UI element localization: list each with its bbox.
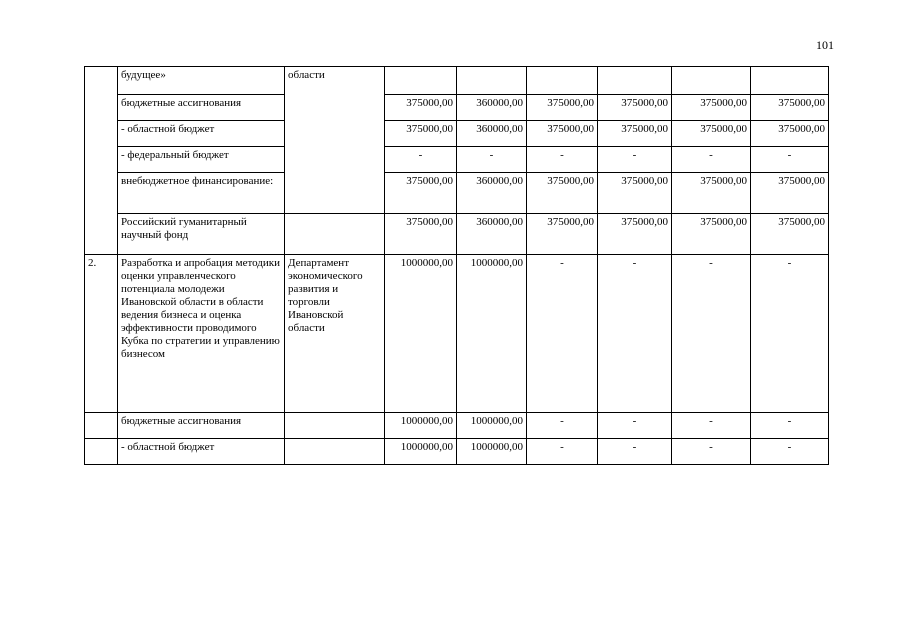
responsible-cell: области bbox=[285, 67, 385, 214]
value-cell: - bbox=[672, 439, 751, 465]
responsible-cell bbox=[285, 214, 385, 255]
value-cell: - bbox=[751, 147, 829, 173]
value-cell: 375000,00 bbox=[751, 214, 829, 255]
value-cell: - bbox=[672, 147, 751, 173]
value-cell bbox=[527, 67, 598, 95]
budget-table bbox=[84, 66, 829, 465]
table-row bbox=[85, 413, 829, 439]
responsible-cell bbox=[285, 413, 385, 439]
table-row bbox=[85, 173, 829, 214]
value-cell: 375000,00 bbox=[751, 121, 829, 147]
value-cell: - bbox=[751, 413, 829, 439]
item-name-cell: будущее» bbox=[118, 67, 285, 95]
value-cell: - bbox=[751, 255, 829, 413]
value-cell: - bbox=[457, 147, 527, 173]
value-cell: 375000,00 bbox=[598, 173, 672, 214]
value-cell: 1000000,00 bbox=[385, 413, 457, 439]
item-name-cell: - областной бюджет bbox=[118, 121, 285, 147]
value-cell bbox=[751, 67, 829, 95]
value-cell: 375000,00 bbox=[385, 214, 457, 255]
value-cell: - bbox=[598, 147, 672, 173]
table-row bbox=[85, 95, 829, 121]
value-cell: 375000,00 bbox=[385, 121, 457, 147]
value-cell: 375000,00 bbox=[598, 95, 672, 121]
value-cell: 375000,00 bbox=[672, 173, 751, 214]
value-cell bbox=[598, 67, 672, 95]
value-cell: - bbox=[672, 255, 751, 413]
item-name-cell: внебюджетное финансирование: bbox=[118, 173, 285, 214]
value-cell: - bbox=[598, 255, 672, 413]
table-row bbox=[85, 147, 829, 173]
value-cell: 375000,00 bbox=[672, 95, 751, 121]
item-name-cell: - федеральный бюджет bbox=[118, 147, 285, 173]
value-cell: - bbox=[527, 439, 598, 465]
value-cell: 375000,00 bbox=[527, 214, 598, 255]
value-cell: 375000,00 bbox=[527, 95, 598, 121]
value-cell: 360000,00 bbox=[457, 121, 527, 147]
responsible-cell bbox=[285, 439, 385, 465]
row-number-cell bbox=[85, 413, 118, 439]
row-number-cell bbox=[85, 439, 118, 465]
value-cell: 1000000,00 bbox=[457, 413, 527, 439]
page-number: 101 bbox=[816, 38, 834, 52]
value-cell: 375000,00 bbox=[385, 95, 457, 121]
value-cell: 375000,00 bbox=[598, 214, 672, 255]
item-name-cell: бюджетные ассигнования bbox=[118, 413, 285, 439]
item-name-cell: бюджетные ассигнования bbox=[118, 95, 285, 121]
value-cell bbox=[385, 67, 457, 95]
value-cell: - bbox=[527, 255, 598, 413]
row-number-cell: 2. bbox=[85, 255, 118, 413]
item-name-cell: Российский гуманитарный научный фонд bbox=[118, 214, 285, 255]
value-cell: 1000000,00 bbox=[385, 439, 457, 465]
table-row bbox=[85, 67, 829, 95]
value-cell: 1000000,00 bbox=[457, 439, 527, 465]
value-cell: 375000,00 bbox=[751, 95, 829, 121]
value-cell: - bbox=[527, 413, 598, 439]
value-cell: 375000,00 bbox=[527, 173, 598, 214]
value-cell: 1000000,00 bbox=[457, 255, 527, 413]
table-row bbox=[85, 214, 829, 255]
value-cell: - bbox=[527, 147, 598, 173]
value-cell: 375000,00 bbox=[672, 214, 751, 255]
table-row bbox=[85, 255, 829, 413]
item-name-cell: Разработка и апробация методики оценки управленческого потенциала молодежи Ивановской области в области ведения бизнеса и оценка эффективности проводимого Кубка по стратегии и управлению бизнесом bbox=[118, 255, 285, 413]
value-cell bbox=[672, 67, 751, 95]
value-cell: 375000,00 bbox=[385, 173, 457, 214]
value-cell: - bbox=[385, 147, 457, 173]
table-row bbox=[85, 121, 829, 147]
value-cell: - bbox=[672, 413, 751, 439]
value-cell: 1000000,00 bbox=[385, 255, 457, 413]
value-cell: - bbox=[598, 439, 672, 465]
value-cell: 360000,00 bbox=[457, 95, 527, 121]
item-name-cell: - областной бюджет bbox=[118, 439, 285, 465]
responsible-cell: Департамент экономического развития и торговли Ивановской области bbox=[285, 255, 385, 413]
table-row bbox=[85, 439, 829, 465]
value-cell: 375000,00 bbox=[598, 121, 672, 147]
value-cell: 375000,00 bbox=[672, 121, 751, 147]
value-cell: - bbox=[598, 413, 672, 439]
value-cell: - bbox=[751, 439, 829, 465]
value-cell bbox=[457, 67, 527, 95]
value-cell: 375000,00 bbox=[751, 173, 829, 214]
value-cell: 375000,00 bbox=[527, 121, 598, 147]
row-number-cell bbox=[85, 67, 118, 255]
value-cell: 360000,00 bbox=[457, 173, 527, 214]
value-cell: 360000,00 bbox=[457, 214, 527, 255]
